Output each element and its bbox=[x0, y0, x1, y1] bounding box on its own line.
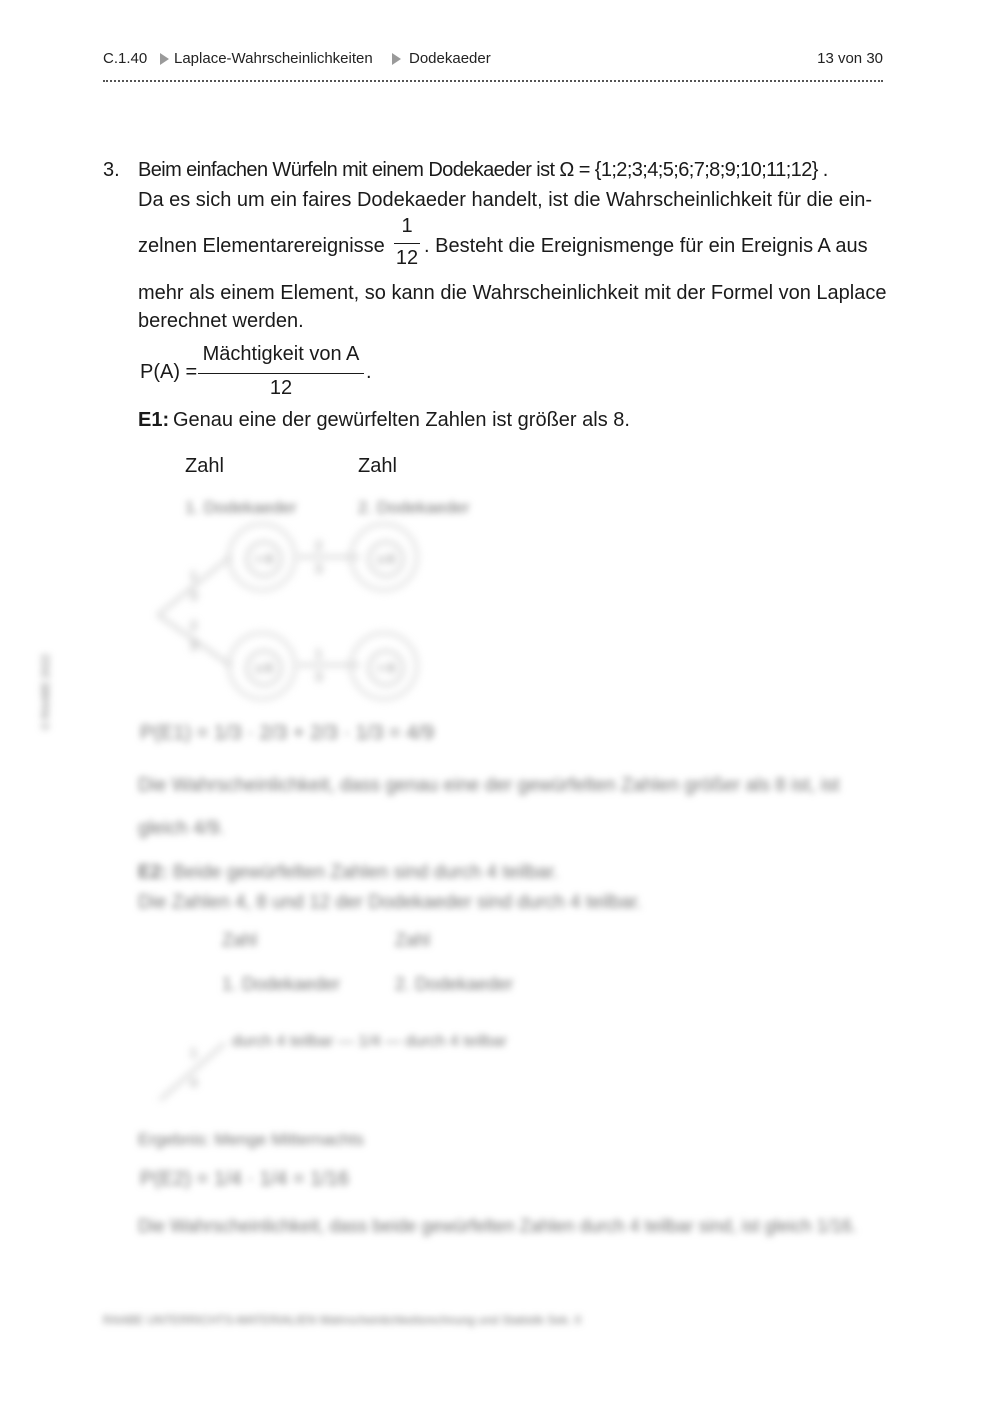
svg-text:3: 3 bbox=[315, 561, 323, 576]
task-line-3b: . Besteht die Ereignismenge für ein Ereignis A aus bbox=[424, 235, 868, 257]
task-line-1: Beim einfachen Würfeln mit einem Dodekaeder ist Ω = {1;2;3;4;5;6;7;8;9;10;11;12} . bbox=[138, 159, 828, 181]
formula-period: . bbox=[366, 361, 372, 383]
e1-column-sub-1: 1. Dodekaeder bbox=[185, 498, 297, 517]
e2-note: Ergebnis: Menge Mitternachts bbox=[138, 1130, 364, 1149]
svg-text:3: 3 bbox=[190, 638, 198, 653]
svg-text:4: 4 bbox=[190, 1075, 198, 1090]
breadcrumb-arrow-icon bbox=[392, 53, 401, 65]
e2-statement bbox=[138, 862, 558, 884]
fraction-denominator: 12 bbox=[395, 247, 419, 269]
formula-lhs: P(A) = bbox=[140, 361, 198, 383]
side-copyright: © RAABE 2022 bbox=[40, 654, 52, 730]
svg-text:1: 1 bbox=[190, 568, 198, 583]
e1-node-3: ≤ 8 bbox=[228, 632, 296, 700]
e1-column-title-2: Zahl bbox=[358, 455, 397, 477]
e1-result-line-1: Die Wahrscheinlichkeit, dass genau eine der gewürfelten Zahlen größer als 8 ist, ist bbox=[138, 775, 840, 796]
e2-tree-branch bbox=[150, 1015, 230, 1105]
formula-numerator: Mächtigkeit von A bbox=[202, 343, 360, 365]
section-number: C.1.40 bbox=[103, 50, 148, 67]
e2-text: Beide gewürfelten Zahlen sind durch 4 teilbar. bbox=[172, 862, 559, 883]
formula-denominator: 12 bbox=[269, 377, 293, 399]
task-line-3a: zelnen Elementarereignisse bbox=[138, 235, 385, 257]
e1-node-1: > 8 bbox=[228, 523, 296, 591]
fraction-bar bbox=[198, 373, 364, 374]
e2-column-title-2: Zahl bbox=[395, 930, 431, 950]
e2-label: E2: bbox=[138, 862, 168, 883]
breadcrumb-subtopic: Dodekaeder bbox=[409, 50, 491, 67]
svg-text:1: 1 bbox=[315, 646, 323, 661]
breadcrumb-topic: Laplace-Wahrscheinlichkeiten bbox=[174, 50, 373, 67]
page-footer: RAABE UNTERRICHTS-MATERIALIEN Wahrscheinlichkeitsrechnung und Statistik Sek. II bbox=[103, 1313, 582, 1327]
e2-column-sub-1: 1. Dodekaeder bbox=[222, 974, 341, 994]
e1-result-line-2: gleich 4/9. bbox=[138, 818, 225, 839]
breadcrumb-arrow-icon bbox=[160, 53, 169, 65]
svg-text:3: 3 bbox=[190, 588, 198, 603]
svg-text:3: 3 bbox=[315, 669, 323, 684]
e2-probability-calculation: P(E2) = 1/4 · 1/4 = 1/16 bbox=[140, 1168, 350, 1190]
svg-text:2: 2 bbox=[190, 618, 198, 633]
fraction-numerator: 1 bbox=[401, 215, 413, 237]
task-line-4: mehr als einem Element, so kann die Wahrscheinlichkeit mit der Formel von Laplace bbox=[138, 282, 887, 304]
e2-branch-label: durch 4 teilbar — 1/4 — durch 4 teilbar bbox=[232, 1033, 507, 1050]
svg-text:1: 1 bbox=[190, 1045, 198, 1060]
page-number: 13 von 30 bbox=[817, 50, 883, 67]
fraction-bar bbox=[394, 243, 420, 244]
e2-result-line: Die Wahrscheinlichkeit, dass beide gewürfelten Zahlen durch 4 teilbar sind, ist gleich 1/16. bbox=[138, 1216, 857, 1236]
e2-text-2: Die Zahlen 4, 8 und 12 der Dodekaeder sind durch 4 teilbar. bbox=[138, 892, 642, 913]
task-number: 3. bbox=[103, 159, 120, 181]
svg-text:2: 2 bbox=[315, 538, 323, 553]
e1-column-sub-2: 2. Dodekaeder bbox=[358, 498, 470, 517]
e1-label: E1: bbox=[138, 409, 170, 431]
e1-node-4: > 8 bbox=[350, 632, 418, 700]
e1-text: Genau eine der gewürfelten Zahlen ist größer als 8. bbox=[173, 409, 630, 431]
task-line-5: berechnet werden. bbox=[138, 310, 304, 332]
laplace-fraction bbox=[198, 343, 364, 403]
e2-column-sub-2: 2. Dodekaeder bbox=[395, 974, 514, 994]
e1-column-title-1: Zahl bbox=[185, 455, 224, 477]
page-header bbox=[103, 50, 883, 72]
e1-probability-calculation: P(E1) = 1/3 · 2/3 + 2/3 · 1/3 = 4/9 bbox=[140, 722, 435, 744]
fraction-one-twelfth bbox=[394, 215, 420, 271]
task-line-2: Da es sich um ein faires Dodekaeder handelt, ist die Wahrscheinlichkeit für die ein- bbox=[138, 189, 873, 211]
e1-node-2: ≤ 8 bbox=[350, 523, 418, 591]
e2-column-title-1: Zahl bbox=[222, 930, 258, 950]
header-divider bbox=[103, 80, 883, 82]
